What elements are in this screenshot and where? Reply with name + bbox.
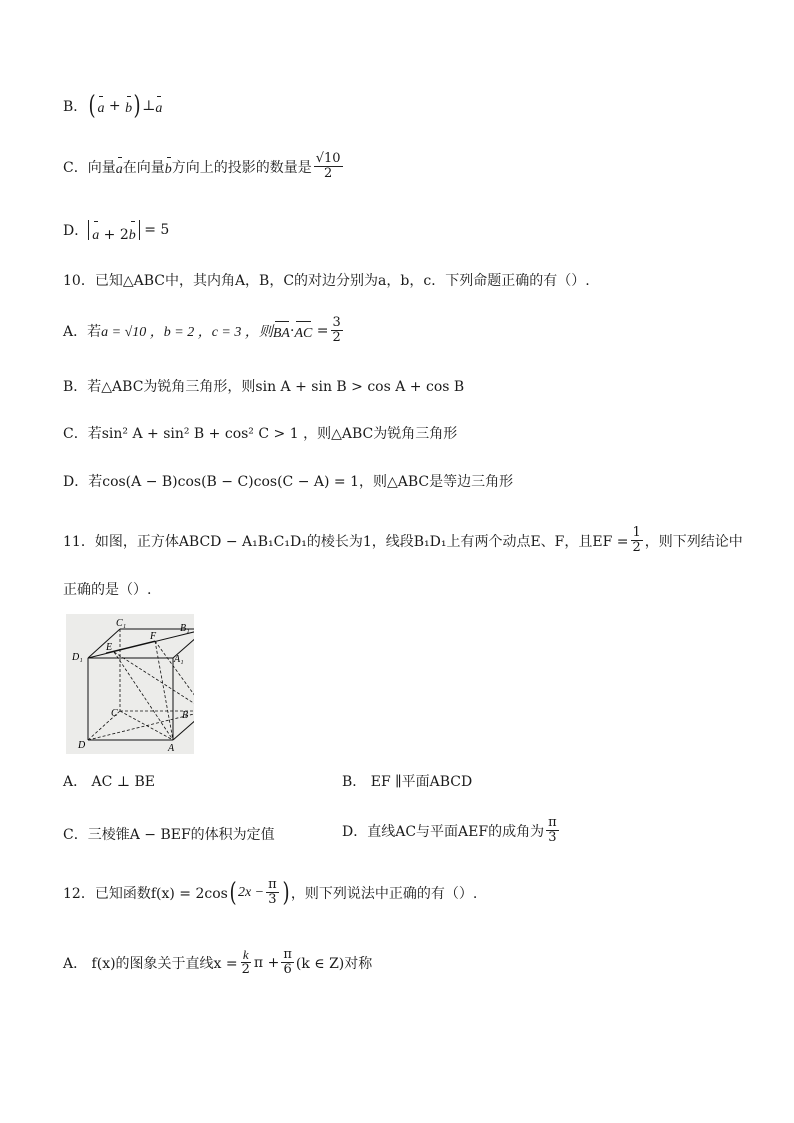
label-d: D: [78, 740, 86, 751]
label-f: F: [150, 631, 157, 642]
option-b-prev: B． ( a + b ) ⊥ a: [63, 91, 163, 121]
cube-figure: [66, 614, 194, 754]
q10-option-b: B．若△ABC为锐角三角形，则sin A + sin B > cos A + cos B: [63, 379, 465, 395]
cube-diagram: [66, 614, 194, 754]
q11-stem: 11．如图，正方体ABCD − A₁B₁C₁D₁的棱长为1，线段B₁D₁上有两个动点E、F，且EF = $\frac{1}{2}$ ，则下列结论中: [63, 525, 743, 556]
q10-option-a: A．若 a = √10 ，b = 2 ，c = 3 ，则 BA · AC = $\frac{3}{2}$: [63, 315, 341, 346]
vector-b: b: [165, 156, 172, 178]
label-c: C: [111, 708, 118, 719]
vector-a: a: [116, 156, 123, 178]
option-d-prev: D． a + 2b = 5: [63, 220, 169, 240]
perp-symbol: ⊥: [142, 98, 156, 114]
q12-option-a: A． f(x)的图象关于直线x = $\frac{k}{2}$ π + $\frac{\pi}{6}$ (k ∈ Z)对称: [63, 947, 373, 978]
q11-stem-cont: 正确的是（）.: [63, 582, 152, 598]
label-b1: B₁: [180, 623, 190, 634]
label-c1: C₁: [116, 618, 127, 629]
q11-option-c: C．三棱锥A − BEF的体积为定值: [63, 827, 275, 843]
vector-a: a: [97, 95, 104, 117]
q10-stem: 10．已知△ABC中，其内角A，B，C的对边分别为a，b，c．下列命题正确的有（）.: [63, 273, 590, 289]
q10-option-c: C．若sin² A + sin² B + cos² C > 1 ，则△ABC为锐角三角形: [63, 426, 458, 442]
magnitude: a + 2b: [88, 220, 140, 240]
vector-b: b: [125, 95, 132, 117]
label-a: A: [168, 743, 175, 754]
q11-option-b: B． EF ∥平面ABCD: [342, 774, 473, 790]
option-c-prev: C． 向量 a 在向量 b 方向上的投影的数量是 $\frac{√10}{2}$: [63, 151, 341, 182]
label-e: E: [106, 642, 113, 653]
q11-option-d: D．直线AC与平面AEF的成角为 $\frac{\pi}{3}$: [342, 815, 557, 846]
option-label: B．: [63, 99, 88, 115]
fraction: $\frac{√10}{2}$: [315, 151, 341, 182]
q11-option-a: A． AC ⊥ BE: [63, 774, 155, 790]
q12-stem: 12．已知函数f(x) = 2cos ( 2x − $\frac{\pi}{3}$ ) ，则下列说法中正确的有（）.: [63, 877, 478, 908]
label-b: B: [182, 710, 189, 721]
vector-a: a: [155, 95, 162, 117]
q10-option-d: D．若cos(A − B)cos(B − C)cos(C − A) = 1，则△ABC是等边三角形: [63, 474, 514, 490]
label-d1: D₁: [72, 652, 83, 663]
label-a1: A₁: [174, 654, 184, 665]
